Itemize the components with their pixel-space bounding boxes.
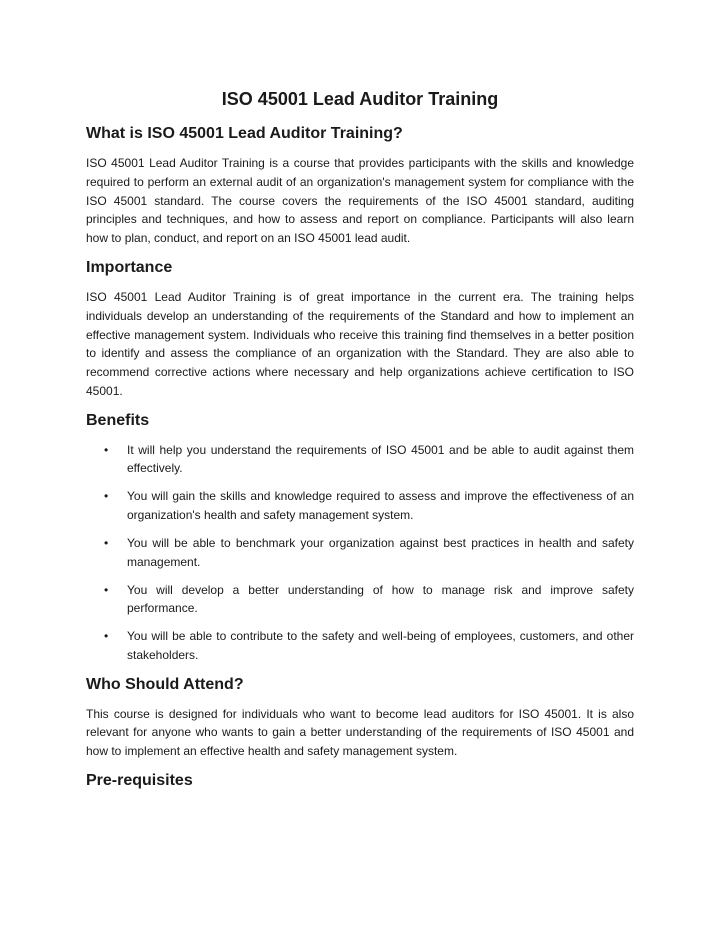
list-item bbox=[86, 441, 634, 478]
bullet-icon: • bbox=[104, 442, 109, 457]
section-heading-importance: Importance bbox=[86, 258, 173, 276]
list-item-text: You will be able to benchmark your organization against best practices in health and safety management. bbox=[127, 535, 634, 569]
section-what-is bbox=[86, 123, 634, 248]
section-importance bbox=[86, 257, 634, 401]
bullet-icon: • bbox=[104, 582, 109, 597]
list-item-text: You will develop a better understanding of how to manage risk and improve safety performance. bbox=[127, 582, 634, 616]
section-paragraph-importance: ISO 45001 Lead Auditor Training is of great importance in the current era. The training helps individuals develop an understanding of the requirements of the Standard and how to implement an effective management system. Individuals who receive this training find themselves in a better position to identify and assess the compliance of an organization with the Standard. They are also able to recommend corrective actions where necessary and help organizations achieve certification to ISO 45001. bbox=[86, 289, 634, 398]
list-item-text: You will gain the skills and knowledge required to assess and improve the effectiveness of an organization's health and safety management system. bbox=[127, 489, 634, 522]
section-paragraph-who-should-attend: This course is designed for individuals who want to become lead auditors for ISO 45001. It is also relevant for anyone who wants to gain a better understanding of the requirements of ISO 45001 and how to implement an effective health and safety management system. bbox=[86, 706, 634, 759]
document-page bbox=[86, 86, 634, 801]
bullet-icon: • bbox=[104, 535, 109, 550]
section-who-should-attend bbox=[86, 674, 634, 761]
document-title: ISO 45001 Lead Auditor Training bbox=[221, 89, 499, 109]
section-benefits bbox=[86, 410, 634, 665]
bullet-icon: • bbox=[104, 489, 109, 504]
bullet-icon: • bbox=[104, 629, 109, 644]
section-heading-prerequisites: Pre-requisites bbox=[86, 772, 193, 790]
section-heading-what-is: What is ISO 45001 Lead Auditor Training? bbox=[86, 125, 403, 142]
section-heading-benefits: Benefits bbox=[86, 411, 150, 429]
benefits-list bbox=[86, 441, 634, 665]
section-paragraph-what-is: ISO 45001 Lead Auditor Training is a course that provides participants with the skills and knowledge required to perform an external audit of an organization's management system for compliance with the ISO 45001 standard. The course covers the requirements of the ISO 45001 standard, auditing principles and techniques, and how to assess and report on compliance. Participants will also learn how to plan, conduct, and report on an ISO 45001 lead audit. bbox=[86, 156, 634, 246]
list-item bbox=[86, 581, 634, 618]
section-heading-who-should-attend: Who Should Attend? bbox=[86, 675, 244, 693]
section-prerequisites bbox=[86, 770, 634, 792]
list-item bbox=[86, 534, 634, 571]
list-item bbox=[86, 627, 634, 664]
list-item bbox=[86, 487, 634, 524]
list-item-text: It will help you understand the requirements of ISO 45001 and be able to audit against them effectively. bbox=[127, 442, 634, 476]
list-item-text: You will be able to contribute to the safety and well-being of employees, customers, and other stakeholders. bbox=[127, 629, 634, 662]
